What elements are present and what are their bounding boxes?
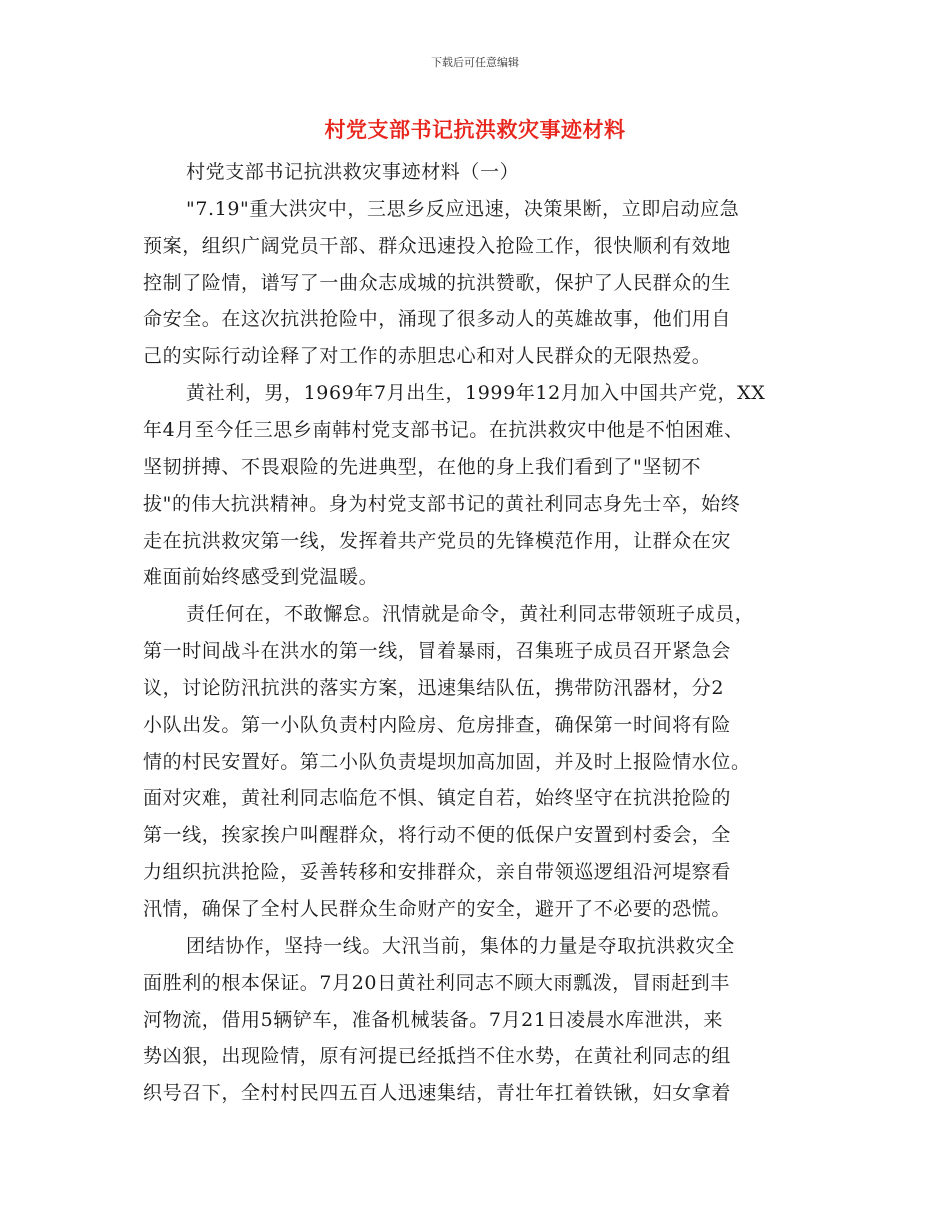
paragraph-line: 己的实际行动诠释了对工作的赤胆忠心和对人民群众的无限热爱。 <box>143 345 712 367</box>
paragraph-first-line: "7.19"重大洪灾中，三思乡反应迅速，决策果断，立即启动应急 <box>186 198 740 220</box>
paragraph-line: 力组织抗洪抢险，妥善转移和安排群众，亲自带领巡逻组沿河堤察看 <box>143 861 732 883</box>
paragraph-line: 汛情，确保了全村人民群众生命财产的安全，避开了不必要的恐慌。 <box>143 898 732 920</box>
paragraph-line: 第一时间战斗在洪水的第一线，冒着暴雨，召集班子成员召开紧急会 <box>143 640 732 662</box>
paragraph-line: 小队出发。第一小队负责村内险房、危房排查，确保第一时间将有险 <box>143 714 732 736</box>
paragraph-line: 势凶狠，出现险情，原有河提已经抵挡不住水势，在黄社利同志的组 <box>143 1045 732 1067</box>
paragraph-line: 河物流，借用5辆铲车，准备机械装备。7月21日凌晨水库泄洪，来 <box>143 1009 723 1031</box>
paragraph-line: 拔"的伟大抗洪精神。身为村党支部书记的黄社利同志身先士卒，始终 <box>143 493 741 515</box>
paragraph-line: 面对灾难，黄社利同志临危不惧、镇定自若，始终坚守在抗洪抢险的 <box>143 787 732 809</box>
paragraph-first-line: 村党支部书记抗洪救灾事迹材料（一） <box>186 161 520 183</box>
paragraph-first-line: 团结协作，坚持一线。大汛当前，集体的力量是夺取抗洪救灾全 <box>186 935 735 957</box>
paragraph-first-line: 黄社利，男，1969年7月出生，1999年12月加入中国共产党，XX <box>186 382 766 404</box>
paragraph-line: 年4月至今任三思乡南韩村党支部书记。在抗洪救灾中他是不怕困难、 <box>143 419 744 441</box>
paragraph-line: 织号召下，全村村民四五百人迅速集结，青壮年扛着铁锹，妇女拿着 <box>143 1082 732 1104</box>
paragraph-line: 走在抗洪救灾第一线，发挥着共产党员的先锋模范作用，让群众在灾 <box>143 530 732 552</box>
paragraph-line: 面胜利的根本保证。7月20日黄社利同志不顾大雨瓢泼，冒雨赶到丰 <box>143 972 730 994</box>
paragraph-first-line: 责任何在，不敢懈怠。汛情就是命令，黄社利同志带领班子成员， <box>186 603 755 625</box>
paragraph-line: 控制了险情，谱写了一曲众志成城的抗洪赞歌，保护了人民群众的生 <box>143 272 732 294</box>
paragraph-line: 预案，组织广阔党员干部、群众迅速投入抢险工作，很快顺利有效地 <box>143 235 732 257</box>
paragraph-line: 命安全。在这次抗洪抢险中，涌现了很多动人的英雄故事，他们用自 <box>143 308 732 330</box>
paragraph-line: 坚韧拼搏、不畏艰险的先进典型，在他的身上我们看到了"坚韧不 <box>143 456 702 478</box>
paragraph-line: 第一线，挨家挨户叫醒群众，将行动不便的低保户安置到村委会，全 <box>143 824 732 846</box>
paragraph-line: 议，讨论防汛抗洪的落实方案，迅速集结队伍，携带防汛器材，分2 <box>143 677 725 699</box>
document-title: 村党支部书记抗洪救灾事迹材料 <box>324 117 626 142</box>
header-note: 下载后可任意编辑 <box>431 56 519 69</box>
paragraph-line: 难面前始终感受到党温暖。 <box>143 566 379 588</box>
paragraph-line: 情的村民安置好。第二小队负责堤坝加高加固，并及时上报险情水位。 <box>143 751 751 773</box>
